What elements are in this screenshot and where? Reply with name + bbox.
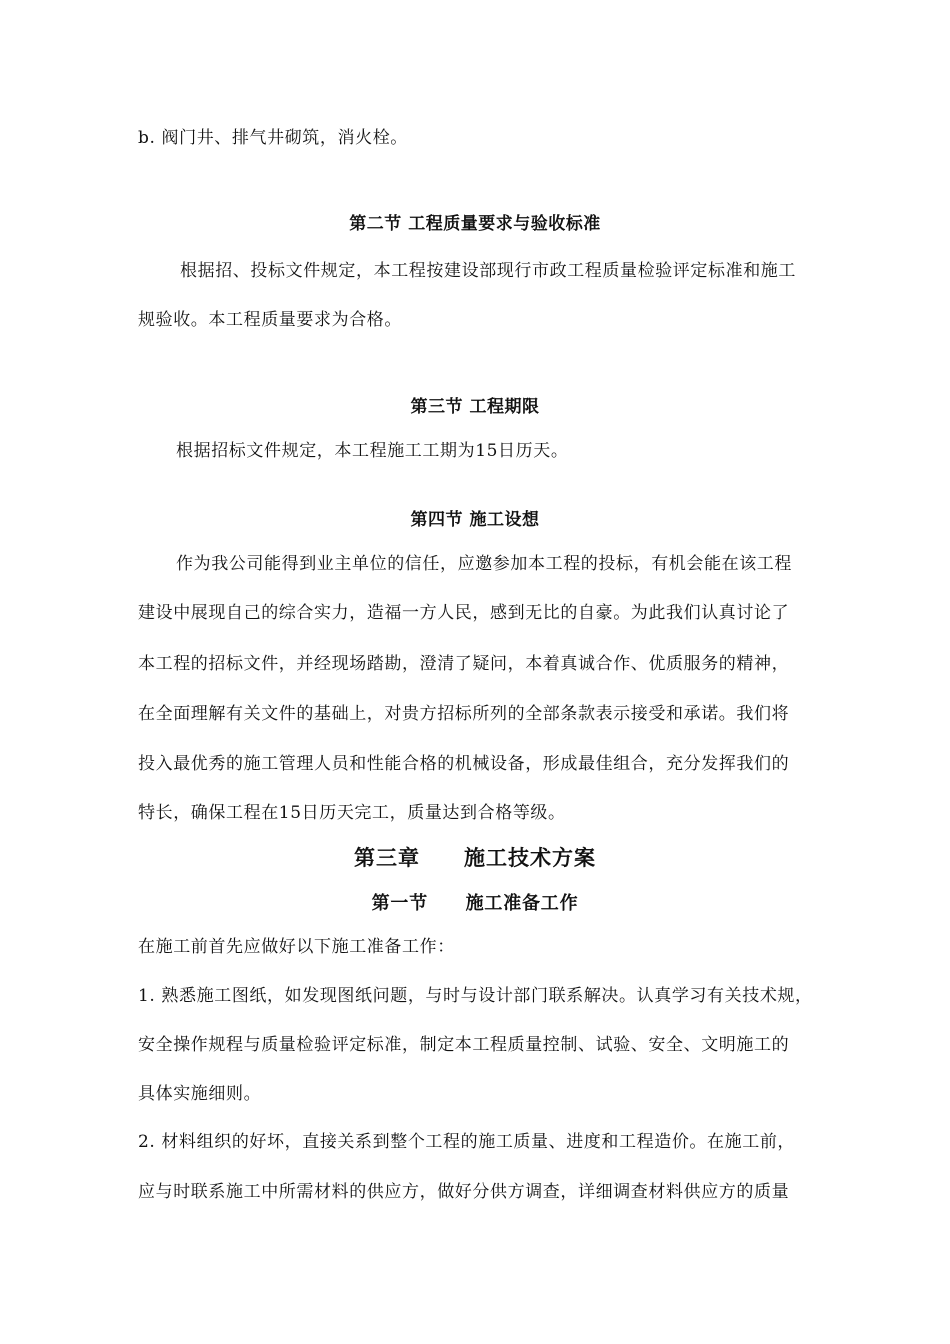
item1-line-1: 1. 熟悉施工图纸，如发现图纸问题，与时与设计部门联系解决。认真学习有关技术规， xyxy=(138,986,813,1006)
section4-paragraph-line-3: 本工程的招标文件，并经现场踏勘，澄清了疑问，本着真诚合作、优质服务的精神， xyxy=(138,654,790,674)
section4-paragraph-line-6: 特长，确保工程在15日历天完工，质量达到合格等级。 xyxy=(138,803,566,823)
section2-paragraph-line-2: 规验收。本工程质量要求为合格。 xyxy=(138,310,402,330)
chapter3-section1-heading: 第一节 施工准备工作 xyxy=(371,893,579,914)
item2-line-1: 2. 材料组织的好坏，直接关系到整个工程的施工质量、进度和工程造价。在施工前， xyxy=(138,1132,796,1152)
section3-heading: 第三节 工程期限 xyxy=(410,397,540,417)
section4-paragraph-line-4: 在全面理解有关文件的基础上，对贵方招标所列的全部条款表示接受和承诺。我们将 xyxy=(138,704,790,724)
section2-heading: 第二节 工程质量要求与验收标准 xyxy=(349,214,601,234)
chapter3-heading: 第三章 施工技术方案 xyxy=(354,845,596,870)
list-item-b: b. 阀门井、排气井砌筑，消火栓。 xyxy=(138,128,408,148)
section2-paragraph-line-1: 根据招、投标文件规定，本工程按建设部现行市政工程质量检验评定标准和施工 xyxy=(180,261,796,281)
section4-paragraph-line-1: 作为我公司能得到业主单位的信任，应邀参加本工程的投标，有机会能在该工程 xyxy=(176,554,792,574)
item1-line-3: 具体实施细则。 xyxy=(138,1084,262,1104)
section4-heading: 第四节 施工设想 xyxy=(410,510,540,530)
intro-paragraph: 在施工前首先应做好以下施工准备工作： xyxy=(138,937,455,957)
item2-line-2: 应与时联系施工中所需材料的供应方，做好分供方调查，详细调查材料供应方的质量 xyxy=(138,1182,790,1202)
item1-line-2: 安全操作规程与质量检验评定标准，制定本工程质量控制、试验、安全、文明施工的 xyxy=(138,1035,790,1055)
section4-paragraph-line-5: 投入最优秀的施工管理人员和性能合格的机械设备，形成最佳组合，充分发挥我们的 xyxy=(138,754,790,774)
section3-paragraph: 根据招标文件规定，本工程施工工期为15日历天。 xyxy=(176,441,569,461)
section4-paragraph-line-2: 建设中展现自己的综合实力，造福一方人民，感到无比的自豪。为此我们认真讨论了 xyxy=(138,603,790,623)
